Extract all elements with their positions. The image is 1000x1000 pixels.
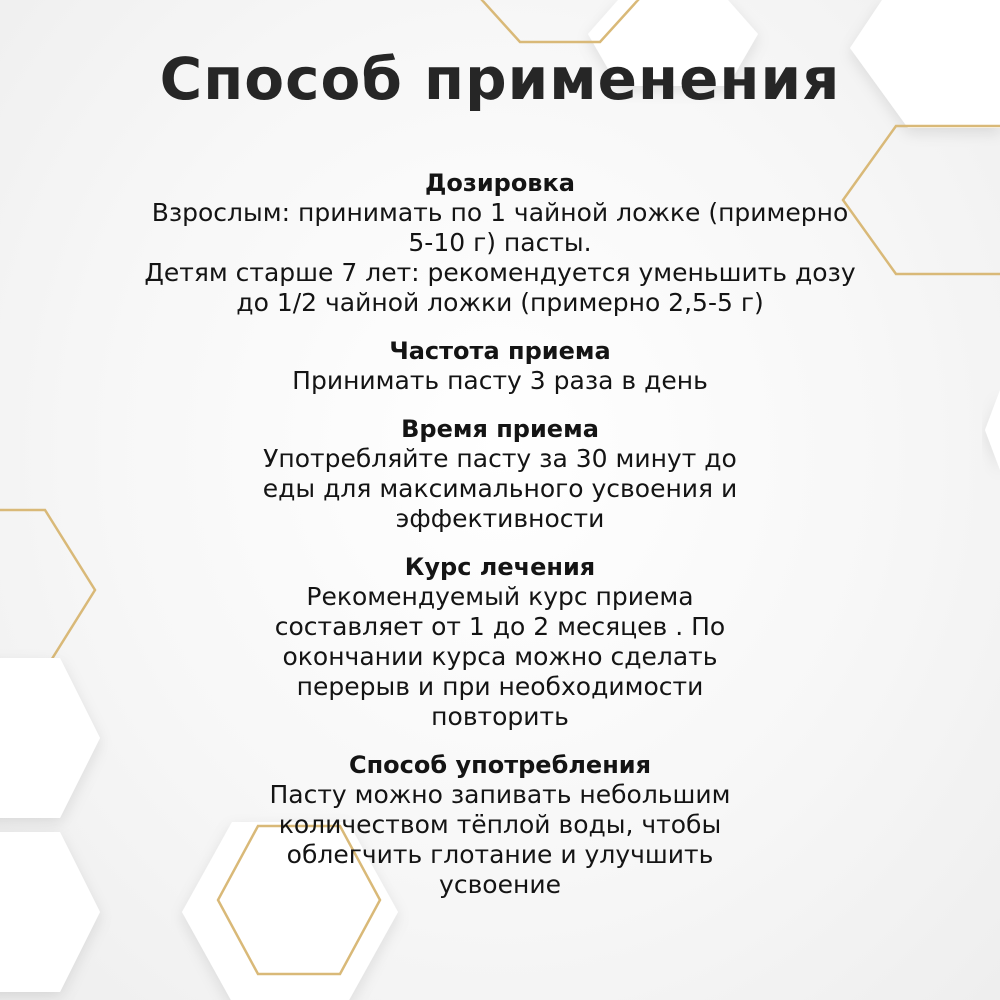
- section-heading: Дозировка: [425, 169, 575, 197]
- section-text-line: Принимать пасту 3 раза в день: [292, 366, 708, 395]
- section-text-line: облегчить глотание и улучшить: [286, 840, 714, 869]
- section-heading: Способ употребления: [348, 751, 651, 779]
- section-text-line: Детям старше 7 лет: рекомендуется уменьшить дозу: [144, 258, 856, 287]
- section-text-line: окончании курса можно сделать: [282, 642, 718, 671]
- section-timing: [0, 414, 1000, 534]
- section-heading: Время приема: [401, 415, 599, 443]
- section-text-line: повторить: [431, 702, 569, 731]
- section-text-line: еды для максимального усвоения и: [262, 474, 738, 503]
- section-dosage: [0, 168, 1000, 318]
- section-text-line: Рекомендуемый курс приема: [306, 582, 694, 611]
- section-text-line: усвоение: [439, 870, 561, 899]
- instructions: [0, 168, 1000, 900]
- section-heading: Частота приема: [389, 337, 611, 365]
- section-frequency: [0, 336, 1000, 396]
- section-text-line: количеством тёплой воды, чтобы: [278, 810, 722, 839]
- section-text-line: эффективности: [395, 504, 605, 533]
- page-title: Способ применения: [159, 45, 841, 113]
- section-course: [0, 552, 1000, 732]
- section-method: [0, 750, 1000, 900]
- section-text-line: Употребляйте пасту за 30 минут до: [263, 444, 737, 473]
- section-heading: Курс лечения: [404, 553, 596, 581]
- section-text-line: Взрослым: принимать по 1 чайной ложке (примерно: [151, 198, 849, 227]
- section-text-line: 5-10 г) пасты.: [408, 228, 592, 257]
- section-text-line: составляет от 1 до 2 месяцев . По: [274, 612, 726, 641]
- section-text-line: Пасту можно запивать небольшим: [269, 780, 731, 809]
- section-text-line: до 1/2 чайной ложки (примерно 2,5-5 г): [236, 288, 764, 317]
- section-text-line: перерыв и при необходимости: [296, 672, 704, 701]
